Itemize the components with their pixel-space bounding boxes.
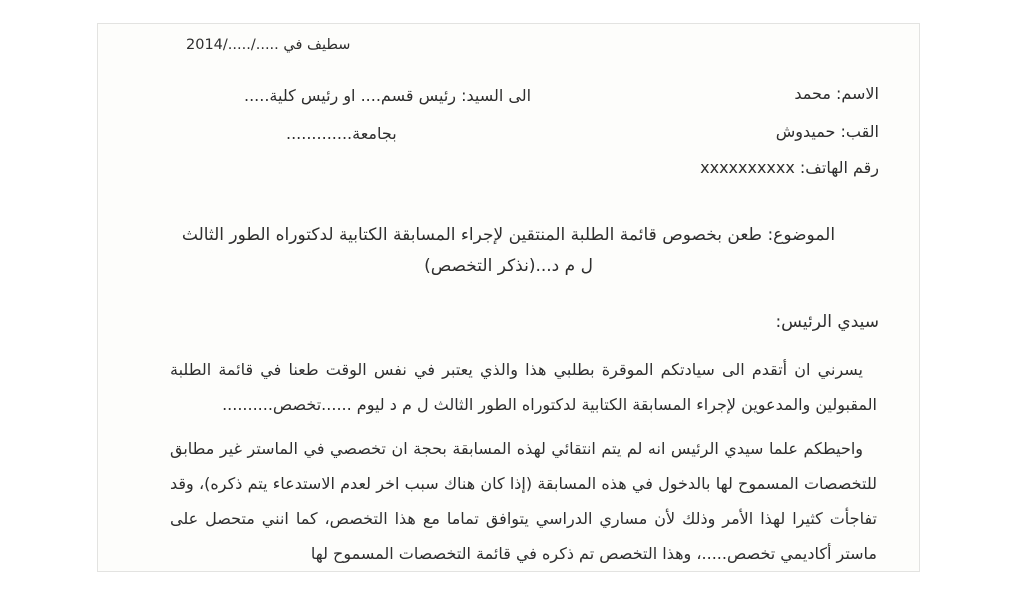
subject-line-2: ل م د...(نذكر التخصص): [424, 256, 593, 276]
subject-line-1: الموضوع: طعن بخصوص قائمة الطلبة المنتقين لإجراء المسابقة الكتابية لدكتوراه الطور الثالث: [181, 225, 836, 245]
phone-line: رقم الهاتف: xxxxxxxxxx: [700, 158, 879, 177]
sender-name: الاسم: محمد: [794, 84, 879, 103]
university-line: بجامعة.............: [286, 124, 397, 143]
body-paragraph-2: واحيطكم علما سيدي الرئيس انه لم يتم انتقائي لهذه المسابقة بحجة ان تخصصي في الماستر غير مطابق للتخصصات المسموح لها بالدخول في هذه المسابقة (إذا كان هناك سبب اخر لعدم الاستدعاء يتم ذكره)، وقد تفاجأت كثيرا لهذا الأمر وذلك لأن مساري الدراسي يتوافق تماما مع هذا التخصص، كما انني متحصل على ماستر أكاديمي تخصص.....، وهذا التخصص تم ذكره في قائمة التخصصات المسموح لها: [170, 439, 877, 563]
salutation: سيدي الرئيس:: [775, 312, 879, 332]
document-page: [97, 23, 920, 572]
recipient-line: الى السيد: رئيس قسم.... او رئيس كلية.....: [244, 86, 532, 105]
subject-block: [138, 220, 879, 282]
date-line: سطيف في ...../...../2014: [186, 37, 351, 53]
sender-surname: القب: حميدوش: [775, 122, 879, 141]
body-paragraph-1: يسرني ان أتقدم الى سيادتكم الموقرة بطلبي هذا والذي يعتبر في نفس الوقت طعنا في قائمة الطلبة المقبولين والمدعوين لإجراء المسابقة الكتابية لدكتوراه الطور الثالث ل م د ليوم ......تخصص..........: [170, 360, 877, 414]
